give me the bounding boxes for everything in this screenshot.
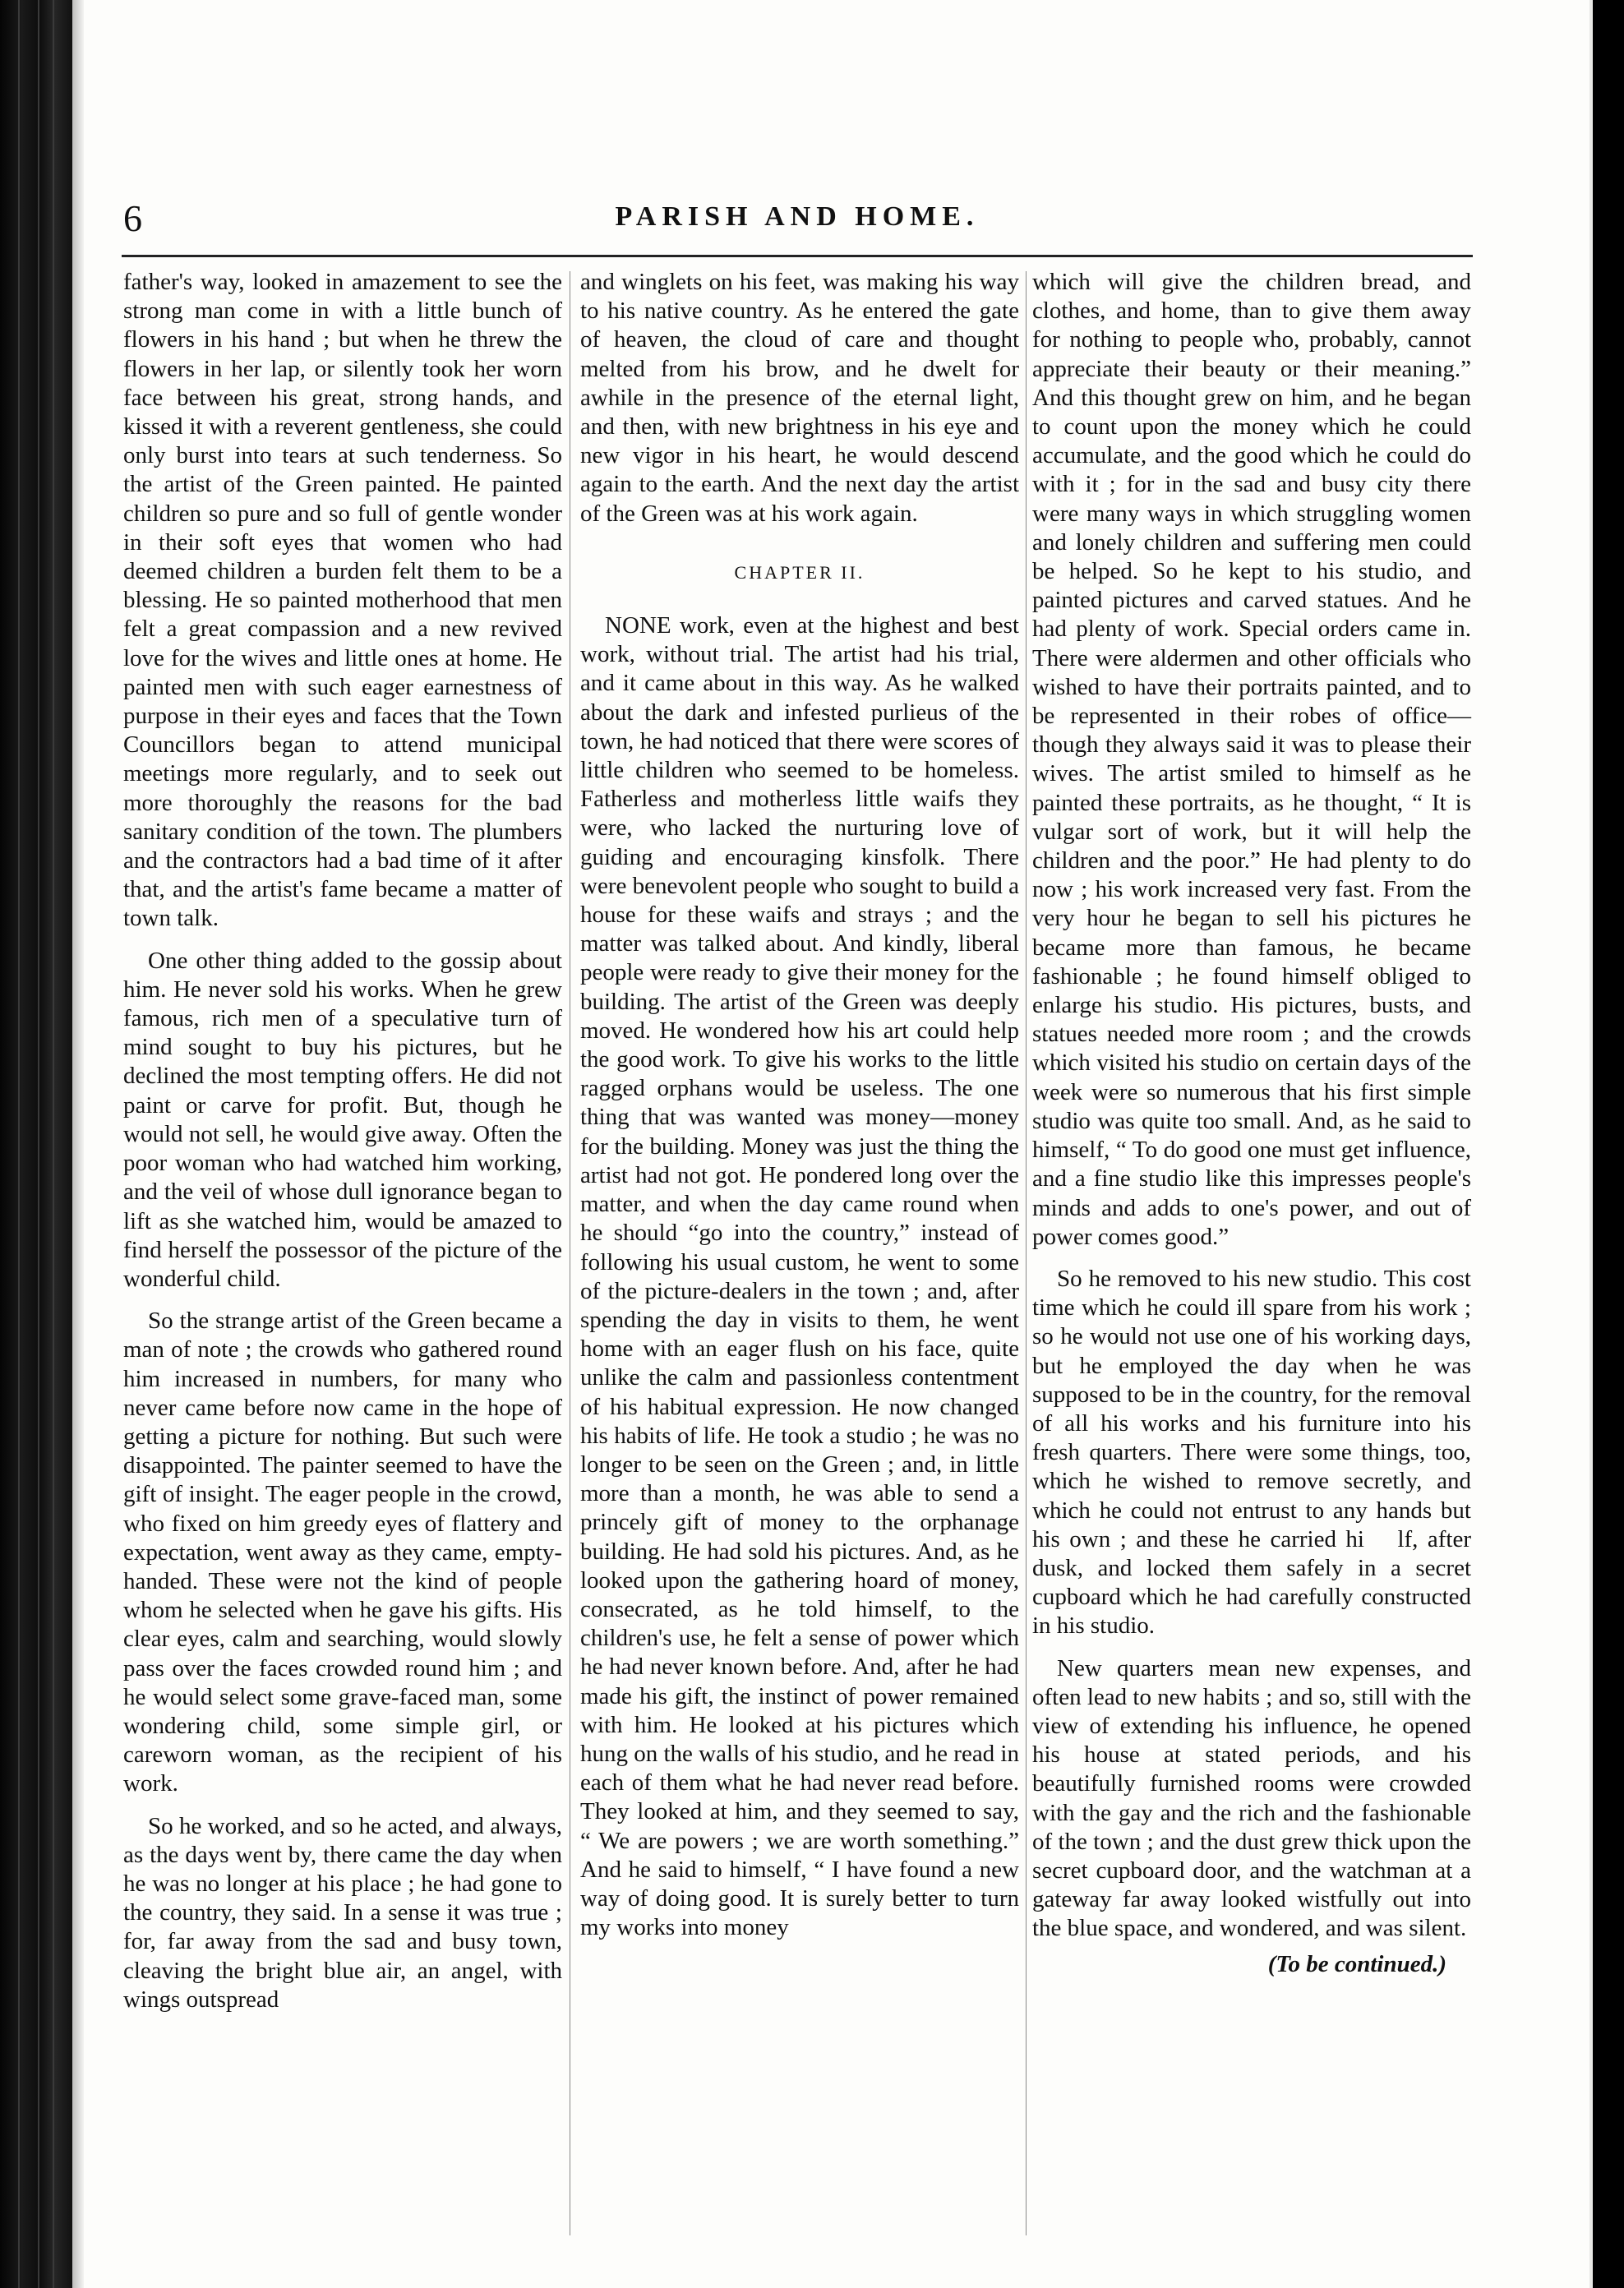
chapter-heading: CHAPTER II. (734, 561, 865, 583)
header-rule (122, 255, 1473, 257)
page-header (123, 193, 1471, 242)
paragraph: So he removed to his new studio. This cost time which he could ill spare from his work ; so he would not use one of his working days, but he employed the day when he was supposed to be in the country, for the removal of all his works and his furniture into his fresh quarters. There were some things, too, which he wished to remove secretly, and which he could not entrust to any hands but his own ; and these he carried hi lf, after dusk, and locked them safely in a secret cupboard which he had carefully constructed in his studio. (1032, 1265, 1471, 1640)
paragraph: New quarters mean new expenses, and often lead to new habits ; and so, still with the view of extending his influence, he opened his house at stated periods, and his beautifully furnished rooms were crowded with the gay and the rich and the fashionable of the town ; and the dust grew thick upon the secret cupboard door, and the watchman at a gateway far away looked wistfully out into the blue space, and wondered, and was silent. (1032, 1654, 1471, 1942)
paragraph: and winglets on his feet, was making his way to his native country. As he entered the gate of heaven, the cloud of care and thought melted from his brow, and he dwelt for awhile in the presence of the eternal light, and then, with new brightness in his eye and new vigor in his heart, he would descend again to the earth. And the next day the artist of the Green was at his work again. (580, 269, 1019, 527)
paragraph: father's way, looked in amazement to see the strong man come in with a little bunch of flowers in his hand ; but when he threw the flowers in her lap, or silently took her worn face between his great, strong hands, and kissed it with a reverent gentleness, she could only burst into tears at such tenderness. So the artist of the Green painted. He painted children so pure and so full of gentle wonder in their soft eyes that women who had deemed children a burden felt them to be a blessing. He so painted motherhood that men felt a great compassion and a new revived love for the wives and little ones at home. He painted men with such eager earnestness of purpose in their eyes and faces that the Town Councillors began to attend municipal meetings more regularly, and to seek out more thoroughly the reasons for the bad sanitary condition of the town. The plumbers and the contractors had a bad time of it after that, and the artist's fame became a matter of town talk. (123, 269, 562, 932)
text-column-3 (1032, 268, 1471, 1979)
page-right-edge (1589, 0, 1593, 2288)
column-divider (1026, 271, 1027, 2235)
paragraph: So he worked, and so he acted, and always, as the days went by, there came the day when he was no longer at his place ; he had gone to the country, they said. In a sense it was true ; for, far away from the sad and busy town, cleaving the bright blue air, an angel, with wings outspread (123, 1812, 562, 2013)
continued-note: (To be continued.) (1267, 1950, 1446, 1977)
binding-line (53, 0, 54, 2288)
paragraph: which will give the children bread, and clothes, and home, than to give them away for nothing to people who, probably, cannot appreciate their beauty or their meaning.” And this thought grew on him, and he began to count upon the money which he could accumulate, and the good which he could do with it ; for in the sad and busy city there were many ways in which struggling women and lonely children and suffering men could be helped. So he kept to his studio, and painted pictures and carved statues. And he had plenty of work. Special orders came in. There were aldermen and other officials who wished to have their portraits painted, and to be represented in their robes of office—though they always said it was to please their wives. The artist smiled to himself as he painted these portraits, as he thought, “ It is vulgar sort of work, but it will help the children and the poor.” He had plenty to do now ; his work increased very fast. From the very hour he began to sell his pictures he became more than famous, he became fashionable ; he found himself obliged to enlarge his studio. His pictures, busts, and statues needed more room ; and the crowds which visited his studio on certain days of the week were so numerous that his first simple studio was quite too small. And, as he said to himself, “ To do good one must get influence, and a fine studio like this impresses people's minds and adds to one's power, and out of power comes good.” (1032, 269, 1471, 1250)
binding-line (38, 0, 39, 2288)
page-number: 6 (123, 197, 142, 239)
page-gutter-shadow (72, 0, 84, 2288)
text-column-1 (123, 268, 562, 2014)
text-column-2 (580, 268, 1019, 1942)
running-title: PARISH AND HOME. (615, 201, 980, 232)
binding-line (18, 0, 20, 2288)
paragraph: NONE work, even at the highest and best work, without trial. The artist had his trial, and it came about in this way. As he walked about the dark and infested purlieus of the town, he had noticed that there were scores of little children who seemed to be homeless. Fatherless and motherless little waifs they were, who lacked the nurturing love of guiding and encouraging kinsfolk. There were benevolent people who sought to build a house for these waifs and strays ; and the matter was talked about. And kindly, liberal people were ready to give their money for the building. The artist of the Green was deeply moved. He wondered how his art could help the good work. To give his works to the little ragged orphans would be useless. The one thing that was wanted was money—money for the building. Money was just the thing the artist had not got. He pondered long over the matter, and when the day came round when he should “go into the country,” instead of following his usual custom, he went to some of the picture-dealers in the town ; and, after spending the day in visits to them, he went home with an eager flush on his face, quite unlike the calm and passionless contentment of his habitual expression. He now changed his habits of life. He took a studio ; he was no longer to be seen on the Green ; and, in little more than a month, he was able to send a princely gift of money to the orphanage building. He had sold his pictures. And, as he looked upon the gathering hoard of money, consecrated, as he told himself, to the children's use, he felt a sense of power which he had never known before. And, after he had made his gift, the instinct of power remained with him. He looked at his pictures which hung on the walls of his studio, and he read in each of them what he had never read before. They looked at him, and they seemed to say, “ We are powers ; we are worth something.” And he said to himself, “ I have found a new way of doing good. It is surely better to turn my works into money (580, 612, 1019, 1941)
paragraph: One other thing added to the gossip about him. He never sold his works. When he grew famous, rich men of a speculative turn of mind sought to buy his pictures, but he declined the most tempting offers. He did not paint or carve for profit. But, though he would not sell, he would give away. Often the poor woman who had watched him working, and the veil of whose dull ignorance began to lift as she watched him, would be amazed to find herself the possessor of the picture of the wonderful child. (123, 947, 562, 1292)
paragraph: So the strange artist of the Green became a man of note ; the crowds who gathered round him increased in numbers, for many who never came before now came in the hope of getting a picture for nothing. But such were disappointed. The painter seemed to have the gift of insight. The eager people in the crowd, who fixed on him greedy eyes of flattery and expectation, went away as they came, empty-handed. These were not the kind of people whom he selected when he gave his gifts. His clear eyes, calm and searching, would slowly pass over the faces crowded round him ; and he would select some grave-faced man, some wondering child, some simple girl, or careworn woman, as the recipient of his work. (123, 1308, 562, 1797)
book-binding (0, 0, 72, 2288)
